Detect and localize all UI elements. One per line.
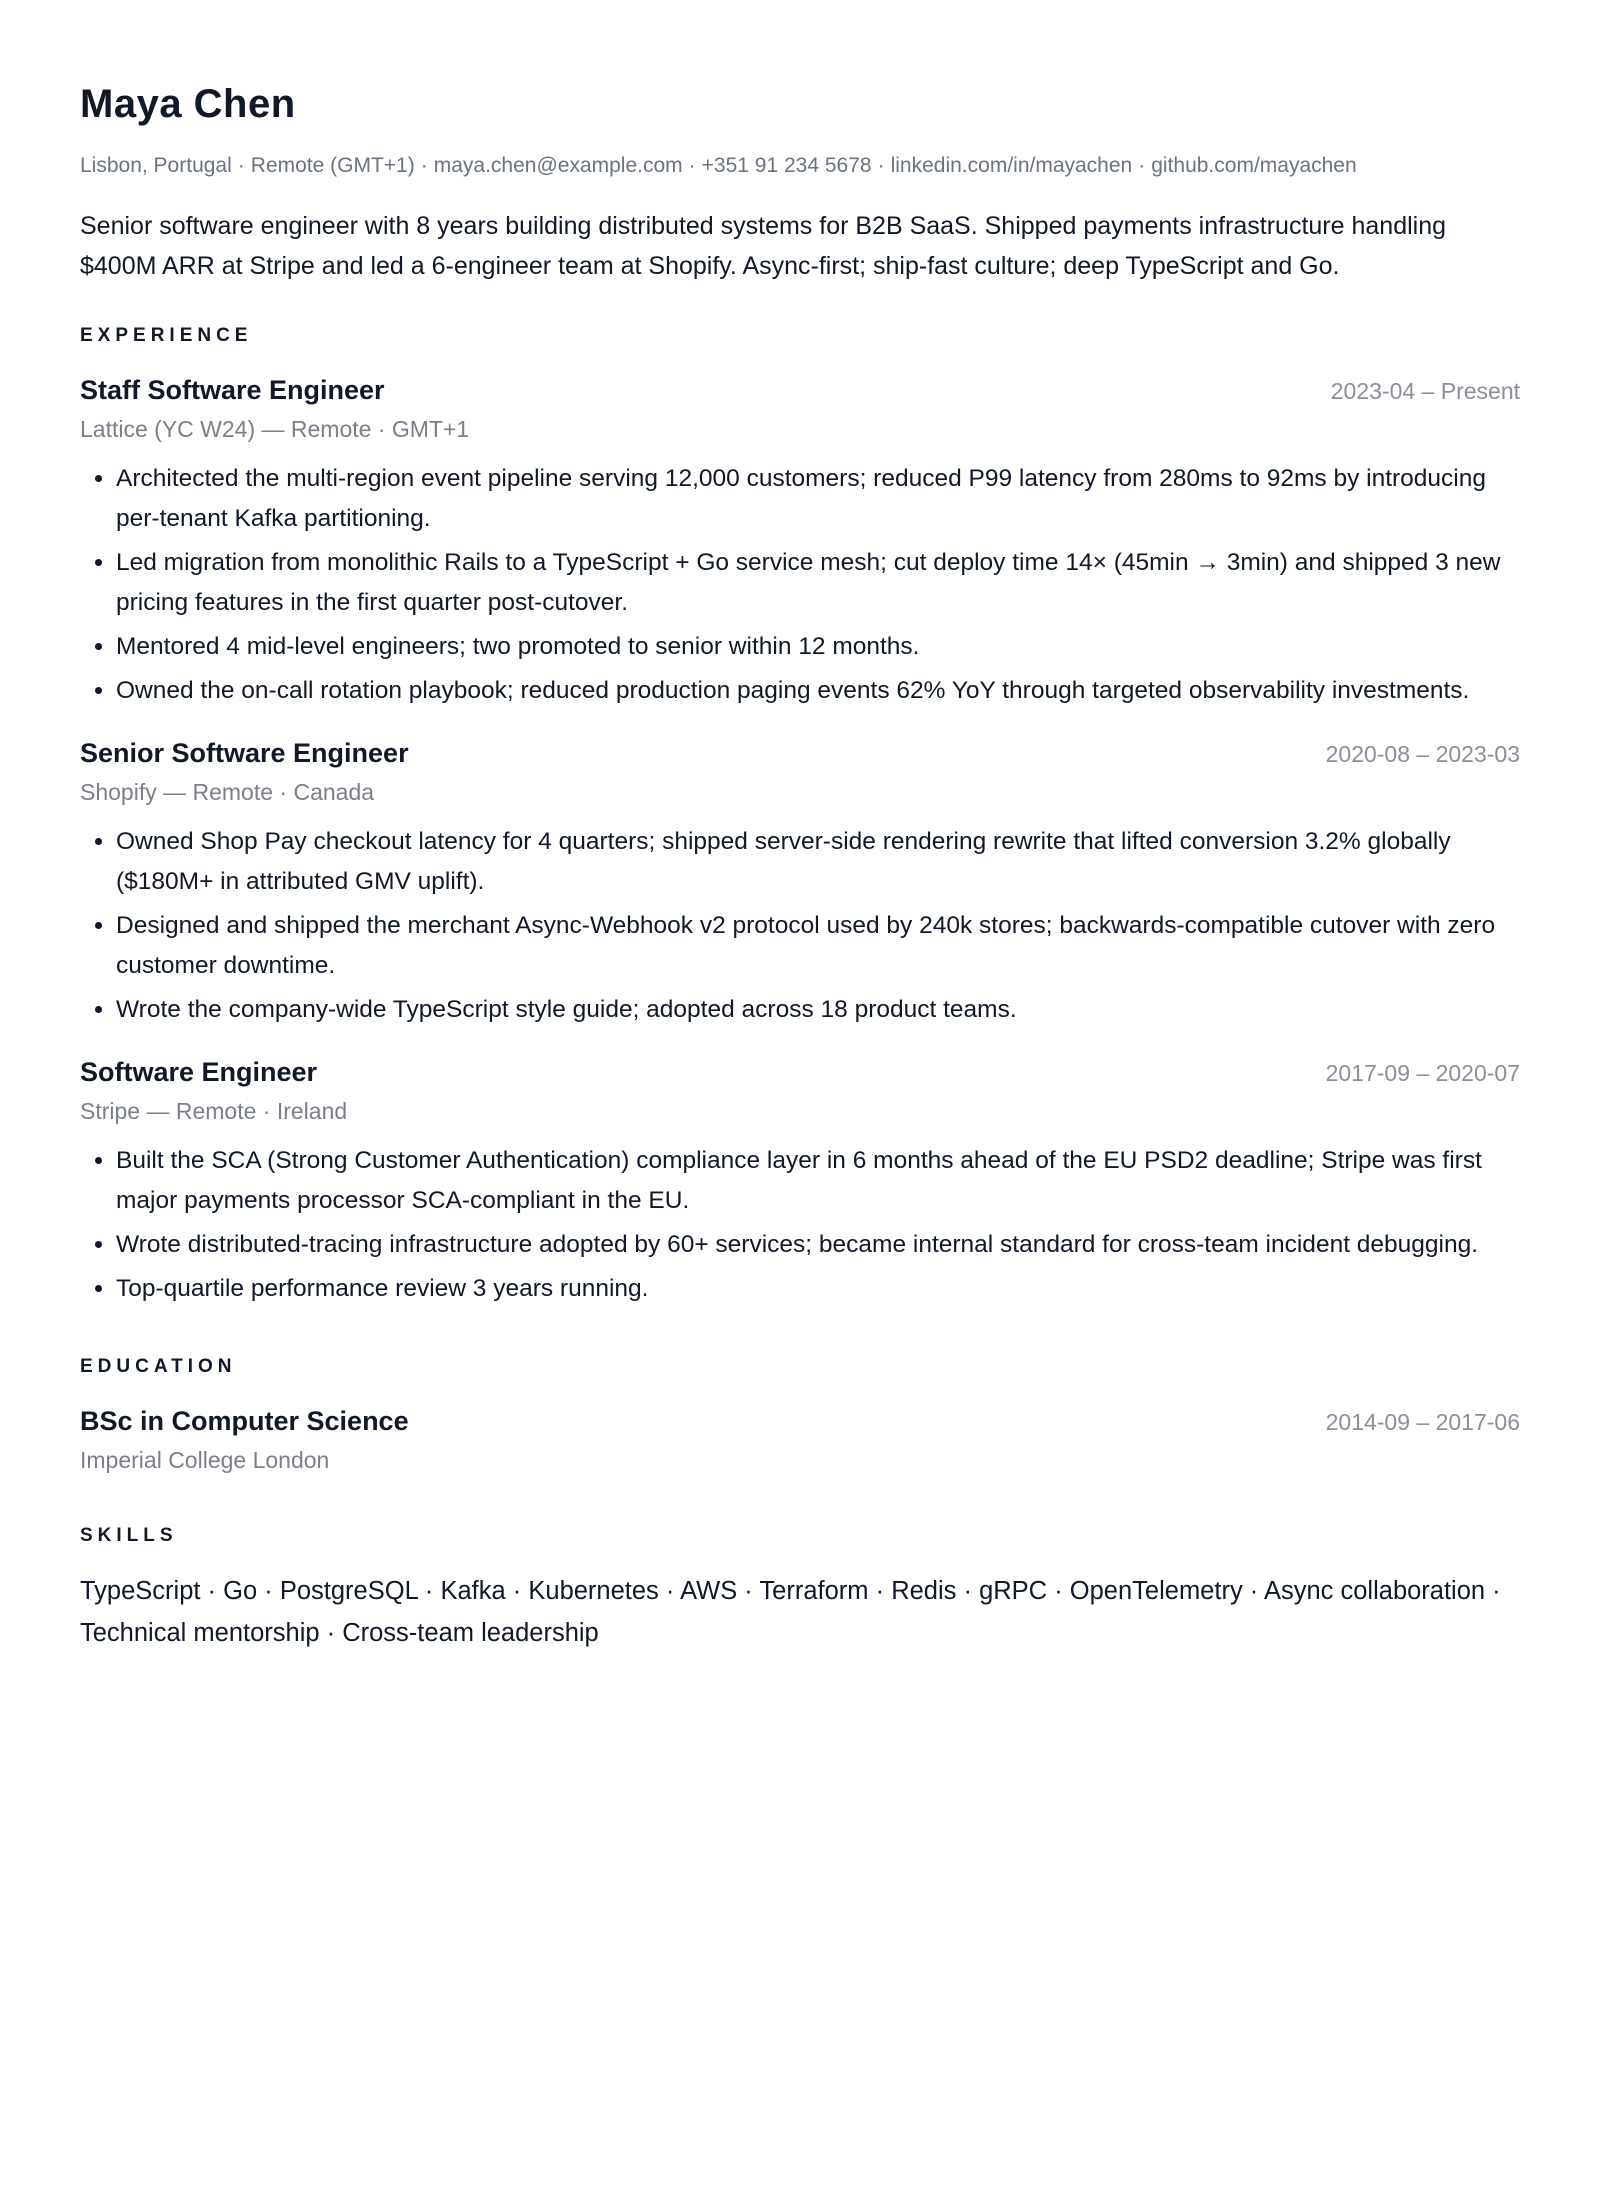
education-entry [80, 1403, 1520, 1476]
job-bullets [80, 822, 1520, 1030]
contact-line [80, 152, 1520, 180]
job-org: Stripe — Remote · Ireland [80, 1098, 348, 1124]
skill-item: Async collaboration [1263, 1577, 1486, 1605]
skill-item: gRPC [979, 1577, 1048, 1605]
contact-timezone: Remote (GMT+1) [250, 154, 415, 177]
candidate-name: Maya Chen [80, 82, 296, 126]
job-dates: 2023-04 – Present [1330, 378, 1520, 404]
skill-item: Technical mentorship [80, 1619, 320, 1647]
job-org: Lattice (YC W24) — Remote · GMT+1 [80, 416, 470, 442]
skill-item: Redis [891, 1577, 957, 1605]
skill-item: OpenTelemetry [1069, 1577, 1243, 1605]
skill-item: TypeScript [80, 1577, 201, 1605]
job-dates: 2017-09 – 2020-07 [1325, 1060, 1520, 1086]
job-bullets [80, 459, 1520, 711]
job-title: Software Engineer [80, 1057, 318, 1087]
bullet-item: • Top-quartile performance review 3 years running. [116, 1269, 1520, 1309]
bullet-item: • Mentored 4 mid-level engineers; two promoted to senior within 12 months. [116, 627, 1520, 667]
contact-linkedin: linkedin.com/in/mayachen [890, 154, 1133, 177]
education-heading: EDUCATION [80, 1356, 237, 1377]
bullet-item: • Owned the on-call rotation playbook; reduced production paging events 62% YoY through targeted observability investments. [116, 671, 1520, 711]
skill-item: Kafka [440, 1577, 506, 1605]
school-name: Imperial College London [80, 1447, 330, 1473]
skill-item: Terraform [759, 1577, 869, 1605]
contact-separator: · [1138, 154, 1146, 177]
bullet-item: • Built the SCA (Strong Customer Authentication) compliance layer in 6 months ahead of the EU PSD2 deadline; Stripe was first major payments processor SCA-compliant in the EU. [116, 1141, 1520, 1221]
skill-item: PostgreSQL [279, 1577, 418, 1605]
bullet-item: • Led migration from monolithic Rails to a TypeScript + Go service mesh; cut deploy time 14× (45min → 3min) and shipped 3 new pricing features in the first quarter post-cutover. [116, 543, 1520, 623]
job-header [80, 372, 1520, 409]
skill-item: Go [223, 1577, 258, 1605]
job-header [80, 735, 1520, 772]
contact-separator: · [877, 154, 885, 177]
job-shopify [80, 735, 1520, 1030]
education-dates: 2014-09 – 2017-06 [1325, 1409, 1520, 1435]
experience-heading: EXPERIENCE [80, 325, 253, 346]
contact-separator: · [420, 154, 428, 177]
bullet-item: • Owned Shop Pay checkout latency for 4 quarters; shipped server-side rendering rewrite that lifted conversion 3.2% globally ($180M+ in attributed GMV uplift). [116, 822, 1520, 902]
job-dates: 2020-08 – 2023-03 [1325, 741, 1520, 767]
skills-list: TypeScript · Go · PostgreSQL · Kafka · Kubernetes · AWS · Terraform · Redis · gRPC · OpenTelemetry · Async collaboration · Technical mentorship · Cross-team leadership [80, 1577, 1501, 1647]
job-stripe [80, 1054, 1520, 1309]
bullet-item: • Wrote distributed-tracing infrastructure adopted by 60+ services; became internal standard for cross-team incident debugging. [116, 1225, 1520, 1265]
education-header [80, 1403, 1520, 1440]
contact-separator: · [688, 154, 696, 177]
skill-item: Cross-team leadership [342, 1619, 599, 1647]
bullet-item: • Wrote the company-wide TypeScript style guide; adopted across 18 product teams. [116, 990, 1520, 1030]
job-lattice [80, 372, 1520, 711]
bullet-item: • Architected the multi-region event pipeline serving 12,000 customers; reduced P99 latency from 280ms to 92ms by introducing per-tenant Kafka partitioning. [116, 459, 1520, 539]
job-title: Staff Software Engineer [80, 375, 385, 405]
bullet-item: • Designed and shipped the merchant Async-Webhook v2 protocol used by 240k stores; backwards-compatible cutover with zero customer downtime. [116, 906, 1520, 986]
degree-title: BSc in Computer Science [80, 1406, 409, 1436]
job-bullets [80, 1141, 1520, 1309]
job-org: Shopify — Remote · Canada [80, 779, 375, 805]
skill-item: Kubernetes [528, 1577, 659, 1605]
contact-github: github.com/mayachen [1151, 154, 1357, 177]
contact-separator: · [237, 154, 245, 177]
contact-location: Lisbon, Portugal [80, 154, 232, 177]
job-title: Senior Software Engineer [80, 738, 409, 768]
skills-heading: SKILLS [80, 1525, 178, 1546]
summary: Senior software engineer with 8 years building distributed systems for B2B SaaS. Shipped payments infrastructure handling $400M ARR at Stripe and led a 6-engineer team at Shopify. Async-first; ship-fast culture; deep TypeScript and Go. [80, 212, 1447, 280]
skill-item: AWS [680, 1577, 738, 1605]
job-header [80, 1054, 1520, 1091]
contact-phone: +351 91 234 5678 [701, 154, 872, 177]
contact-email: maya.chen@example.com [433, 154, 683, 177]
